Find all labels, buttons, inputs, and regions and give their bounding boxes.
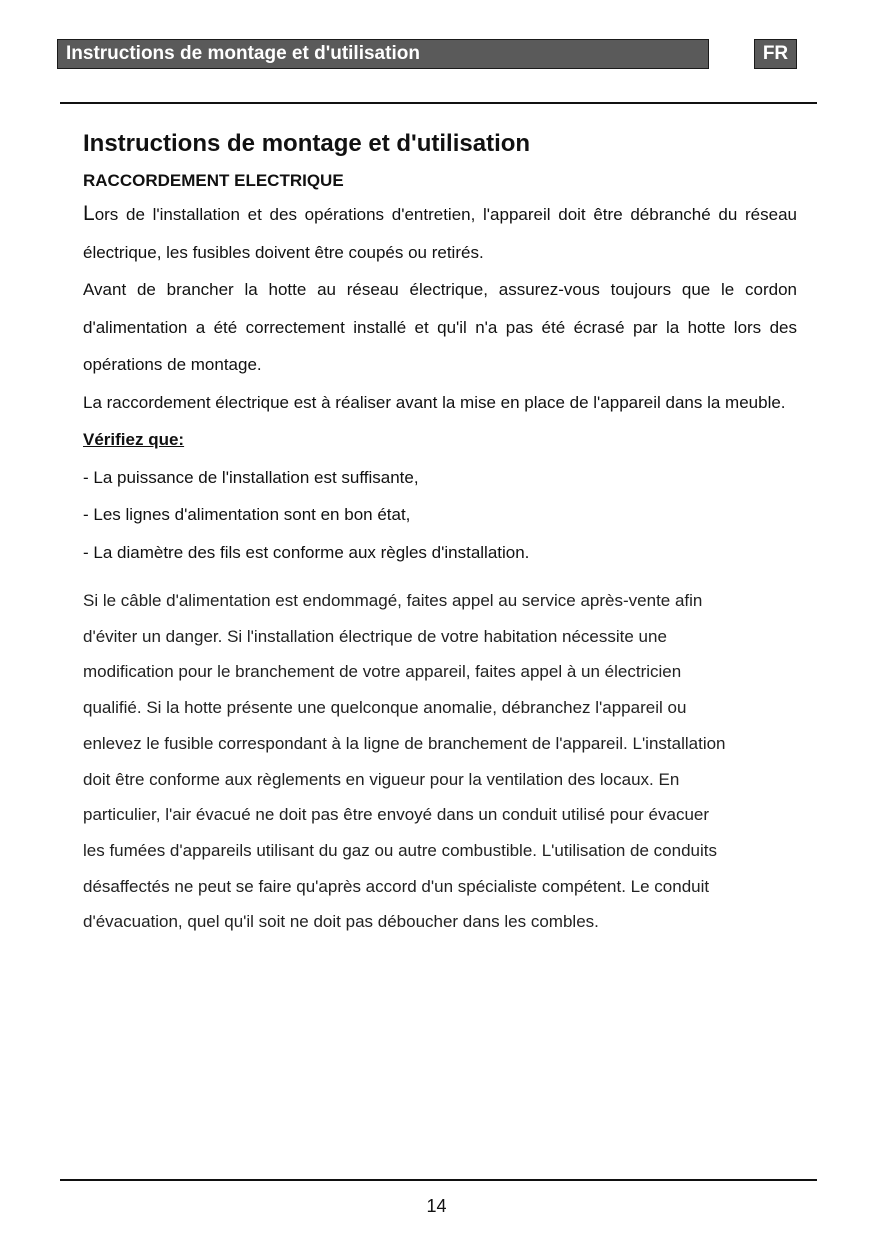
check-item: - La puissance de l'installation est suffisante, xyxy=(83,467,419,487)
safety-line: modification pour le branchement de votre appareil, faites appel à un électricien xyxy=(83,662,682,682)
check-item: - Les lignes d'alimentation sont en bon état, xyxy=(83,505,411,524)
paragraph-cord-check: Avant de brancher la hotte au réseau électrique, assurez-vous toujours que le cordon d'alimentation a été correctement installé et qu'il n'a pas été écrasé par la hotte lors des opérations de montage. xyxy=(83,280,797,374)
check-list xyxy=(83,459,797,572)
paragraph-disconnect xyxy=(83,195,797,271)
safety-line: doit être conforme aux règlements en vigueur pour la ventilation des locaux. En xyxy=(83,769,680,789)
language-badge: FR xyxy=(754,39,797,69)
safety-line: enlevez le fusible correspondant à la ligne de branchement de l'appareil. L'installation xyxy=(83,733,726,753)
verify-heading: Vérifiez que: xyxy=(83,430,185,449)
section-title: RACCORDEMENT ELECTRIQUE xyxy=(83,171,344,190)
page-content xyxy=(83,127,797,940)
page-number: 14 xyxy=(426,1196,447,1216)
safety-line: d'évacuation, quel qu'il soit ne doit pas déboucher dans les combles. xyxy=(83,912,599,932)
drop-initial: L xyxy=(83,202,95,225)
paragraph-disconnect-text: ors de l'installation et des opérations d'entretien, l'appareil doit être débranché du réseau électrique, les fusibles doivent être coupés ou retirés. xyxy=(83,205,797,262)
safety-line: désaffectés ne peut se faire qu'après accord d'un spécialiste compétent. Le conduit xyxy=(83,876,710,896)
safety-line: qualifié. Si la hotte présente une quelconque anomalie, débranchez l'appareil ou xyxy=(83,698,687,718)
safety-line: d'éviter un danger. Si l'installation électrique de votre habitation nécessite une xyxy=(83,626,667,646)
check-item: - La diamètre des fils est conforme aux règles d'installation. xyxy=(83,542,530,562)
safety-line: les fumées d'appareils utilisant du gaz ou autre combustible. L'utilisation de conduits xyxy=(83,840,717,860)
safety-line: Si le câble d'alimentation est endommagé, faites appel au service après-vente afin xyxy=(83,591,703,610)
bottom-divider xyxy=(60,1179,817,1181)
safety-paragraph xyxy=(83,583,797,940)
paragraph-connection-timing: La raccordement électrique est à réaliser avant la mise en place de l'appareil dans la meuble. xyxy=(83,392,786,412)
header-title-bar: Instructions de montage et d'utilisation xyxy=(57,39,709,69)
top-divider xyxy=(60,102,817,104)
safety-line: particulier, l'air évacué ne doit pas être envoyé dans un conduit utilisé pour évacuer xyxy=(83,805,710,825)
page-title: Instructions de montage et d'utilisation xyxy=(83,130,531,157)
